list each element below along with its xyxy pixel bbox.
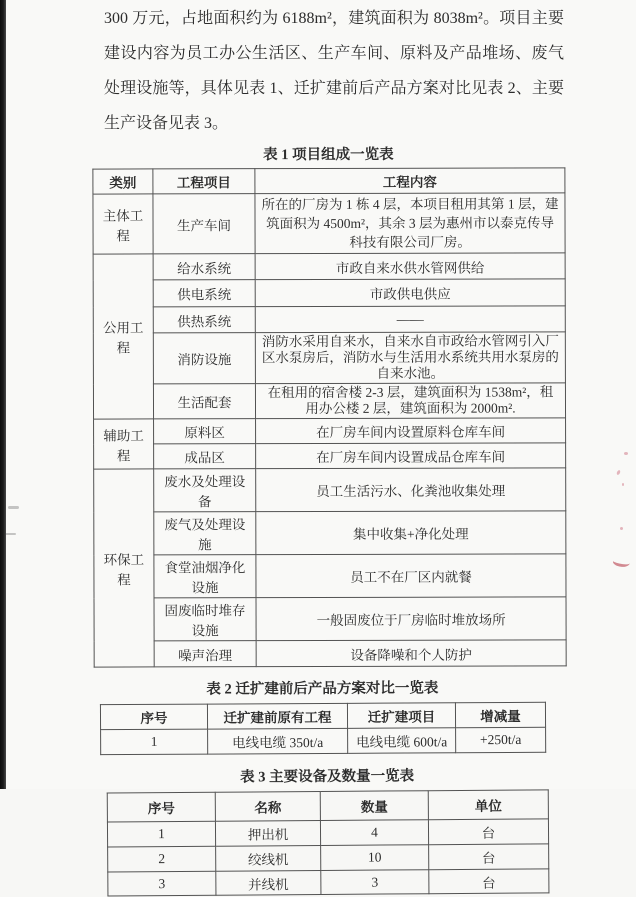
table3-block bbox=[0, 763, 636, 897]
table2-cell-before: 电线电缆 350t/a bbox=[208, 728, 348, 754]
table1-content-cell: 市政自来水供水管网供给 bbox=[255, 253, 565, 280]
table1-content-cell: 市政供电供应 bbox=[255, 279, 565, 307]
table1-item-cell: 供热系统 bbox=[153, 307, 255, 333]
table3-header-name: 名称 bbox=[215, 791, 320, 821]
table3-caption: 表 3 主要设备及数量一览表 bbox=[240, 768, 415, 786]
table1-content-cell: 员工不在厂区内就餐 bbox=[256, 554, 566, 598]
table1-header-content: 工程内容 bbox=[255, 168, 565, 194]
table2-header-index: 序号 bbox=[100, 704, 207, 730]
table3-cell-index: 3 bbox=[108, 871, 216, 896]
table3-cell-index: 2 bbox=[108, 846, 216, 872]
scan-artifact-red-speck bbox=[624, 452, 628, 455]
table1-project-composition bbox=[92, 167, 566, 667]
table1-item-cell: 废水及处理设备 bbox=[154, 469, 256, 512]
scan-left-edge bbox=[0, 0, 6, 789]
table1-block bbox=[0, 142, 636, 668]
table2-block bbox=[0, 675, 636, 755]
table1-item-cell: 生产车间 bbox=[153, 194, 255, 254]
scan-artifact-red-speck bbox=[622, 483, 624, 486]
table3-cell-unit: 台 bbox=[428, 819, 548, 845]
table1-content-cell: 在厂房车间内设置成品仓库车间 bbox=[256, 443, 566, 469]
table3-cell-index: 1 bbox=[107, 821, 215, 847]
table1-item-cell: 供电系统 bbox=[153, 280, 255, 307]
table1-category-cell: 环保工程 bbox=[94, 469, 155, 667]
table3-header-unit: 单位 bbox=[428, 790, 548, 820]
table1-item-cell: 固废临时堆存设施 bbox=[154, 598, 256, 641]
table1-header-item: 工程项目 bbox=[153, 169, 255, 194]
table3-main-equipment bbox=[107, 789, 550, 896]
table2-cell-after: 电线电缆 600t/a bbox=[348, 728, 456, 754]
table1-item-cell: 给水系统 bbox=[153, 254, 255, 280]
table1-content-cell: 所在的厂房为 1 栋 4 层，本项目租用其第 1 层，建筑面积为 4500m²，其余 3 层为惠州市以泰克传导科技有限公司厂房。 bbox=[255, 193, 565, 254]
table1-item-cell: 废气及处理设施 bbox=[154, 512, 256, 555]
table3-cell-name: 绞线机 bbox=[216, 845, 321, 871]
table3-cell-unit: 台 bbox=[429, 869, 549, 894]
table2-header-before: 迁扩建前原有工程 bbox=[207, 703, 347, 729]
table1-content-cell: 集中收集+净化处理 bbox=[256, 511, 566, 555]
table1-category-cell: 公用工程 bbox=[93, 254, 153, 419]
table2-header-delta: 增减量 bbox=[455, 702, 545, 727]
table2-caption: 表 2 迁扩建前后产品方案对比一览表 bbox=[206, 680, 439, 698]
table3-cell-quantity: 4 bbox=[320, 820, 428, 846]
table1-item-cell: 成品区 bbox=[154, 444, 256, 469]
table1-item-cell: 原料区 bbox=[154, 419, 256, 444]
table1-content-cell: 一般固废位于厂房临时堆放场所 bbox=[256, 597, 566, 641]
table2-header-after: 迁扩建项目 bbox=[347, 703, 455, 729]
table1-content-cell: 设备降噪和个人防护 bbox=[256, 640, 566, 667]
table2-cell-delta: +250t/a bbox=[456, 727, 546, 752]
table1-item-cell: 消防设施 bbox=[153, 333, 255, 384]
table1-item-cell: 生活配套 bbox=[153, 384, 255, 419]
table1-content-cell: 在厂房车间内设置原料仓库车间 bbox=[256, 418, 566, 444]
table2-product-plan-comparison bbox=[100, 702, 546, 755]
table2-cell-index: 1 bbox=[101, 729, 208, 755]
table1-category-cell: 主体工程 bbox=[93, 194, 153, 254]
table1-content-cell: 在租用的宿舍楼 2-3 层，建筑面积为 1538m²，租用办公楼 2 层，建筑面积为 2000m². bbox=[255, 383, 565, 419]
table1-content-cell: 消防水采用自来水，自来水自市政给水管网引入厂区水泵房后，消防水与生活用水系统共用水泵房的自来水池。 bbox=[255, 332, 565, 384]
table3-cell-quantity: 10 bbox=[321, 845, 429, 871]
table3-cell-name: 押出机 bbox=[215, 820, 320, 846]
body-paragraph: 300 万元，占地面积约为 6188m²，建筑面积为 8038m²。项目主要建设内容为员工办公生活区、生产车间、原料及产品堆场、废气处理设施等，具体见表 1、迁扩建前后产品方案对比见表 2、主要生产设备见表 3。 bbox=[104, 10, 564, 132]
table1-item-cell: 食堂油烟净化设施 bbox=[154, 555, 256, 598]
table1-caption: 表 1 项目组成一览表 bbox=[263, 146, 394, 164]
table3-cell-quantity: 3 bbox=[321, 870, 429, 895]
scan-artifact-red-speck bbox=[620, 527, 623, 530]
table1-item-cell: 噪声治理 bbox=[154, 641, 256, 667]
table1-content-cell: —— bbox=[255, 306, 565, 333]
table3-header-quantity: 数量 bbox=[320, 791, 428, 821]
scan-smudge bbox=[8, 506, 19, 509]
table3-header-index: 序号 bbox=[107, 792, 215, 822]
table3-cell-unit: 台 bbox=[429, 844, 549, 870]
table1-header-category: 类别 bbox=[93, 169, 153, 194]
table3-cell-name: 并线机 bbox=[216, 870, 321, 895]
table1-content-cell: 员工生活污水、化粪池收集处理 bbox=[256, 468, 566, 512]
table1-category-cell: 辅助工程 bbox=[94, 419, 154, 469]
